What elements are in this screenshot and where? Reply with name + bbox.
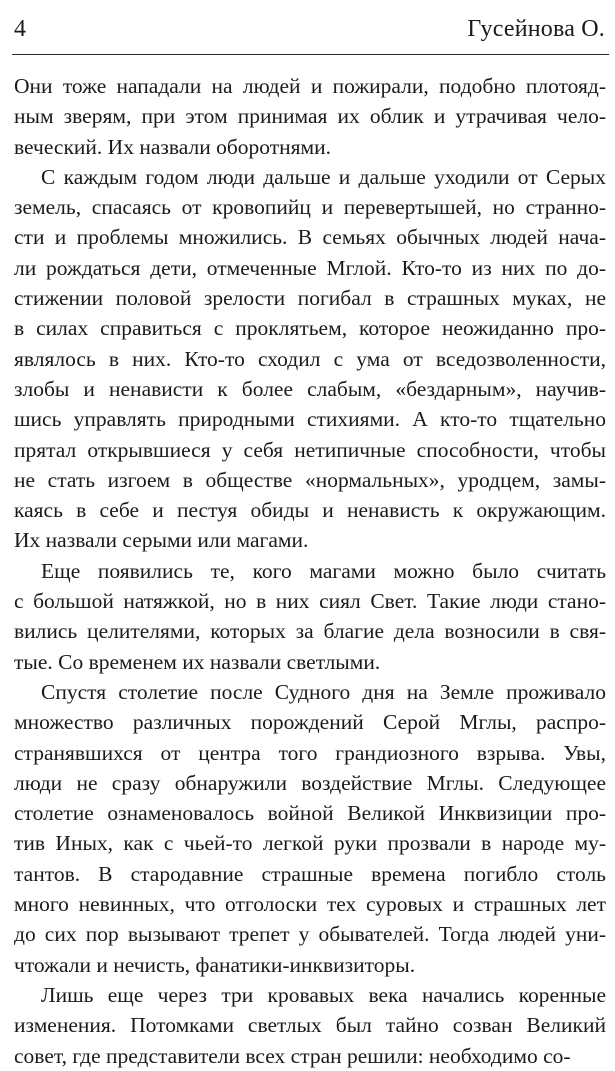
- text-line: изменения. Потомками светлых был тайно созван Великий: [14, 1013, 606, 1038]
- text-line: С каждым годом люди дальше и дальше уходили от Серых: [41, 164, 606, 189]
- header-rule: [12, 54, 609, 55]
- text-line: стижении половой зрелости погибал в страшных муках, не: [14, 286, 606, 311]
- text-line: совет, где представители всех стран решили: необходимо со-: [14, 1043, 571, 1068]
- text-line: Еще появились те, кого магами можно было считать: [41, 558, 606, 583]
- text-line: с большой натяжкой, но в них сиял Свет. Такие люди стано-: [14, 589, 606, 614]
- paragraph: [14, 677, 606, 980]
- text-line: земель, спасаясь от кровопийц и перевертышей, но странно-: [14, 195, 606, 220]
- text-line: ли рождаться дети, отмеченные Мглой. Кто-то из них по до-: [14, 255, 606, 280]
- paragraph: [14, 162, 606, 556]
- text-line: каясь в себе и пестуя обиды и ненависть к окружающим.: [14, 498, 606, 523]
- text-line: чтожали и нечисть, фанатики-инквизиторы.: [14, 952, 416, 977]
- page-number: 4: [14, 16, 26, 42]
- text-line: тые. Со временем их назвали светлыми.: [14, 649, 381, 674]
- text-line: не стать изгоем в обществе «нормальных», уродцем, замы-: [14, 467, 606, 492]
- text-line: Лишь еще через три кровавых века начались коренные: [41, 982, 606, 1007]
- text-line: шись управлять природными стихиями. А кто-то тщательно: [14, 407, 606, 432]
- text-line: множество различных порождений Серой Мглы, распро-: [14, 710, 606, 735]
- text-line: Спустя столетие после Судного дня на Земле проживало: [41, 679, 606, 704]
- running-head-author: Гусейнова О.: [467, 16, 605, 42]
- text-line: являлось в них. Кто-то сходил с ума от вседозволенности,: [14, 346, 606, 371]
- text-line: много невинных, что отголоски тех суровых и страшных лет: [14, 892, 606, 917]
- text-line: злобы и ненависти к более слабым, «бездарным», научив-: [14, 376, 606, 401]
- text-line: в силах справиться с проклятьем, которое неожиданно про-: [14, 316, 606, 341]
- text-line: тив Иных, как с чьей-то легкой руки прозвали в народе му-: [14, 831, 606, 856]
- text-line: сти и проблемы множились. В семьях обычных людей нача-: [14, 225, 606, 250]
- body-text: [14, 71, 606, 1071]
- paragraph: [14, 71, 606, 162]
- text-line: веческий. Их назвали оборотнями.: [14, 134, 332, 159]
- page-header: [14, 12, 605, 46]
- text-line: до сих пор вызывают трепет у обывателей. Тогда людей уни-: [14, 922, 606, 947]
- text-line: Они тоже нападали на людей и пожирали, подобно плотояд-: [14, 74, 606, 98]
- text-line: тантов. В стародавние страшные времена погибло столь: [14, 861, 606, 886]
- paragraph: [14, 556, 606, 677]
- text-line: прятал открывшиеся у себя нетипичные способности, чтобы: [14, 437, 606, 462]
- text-line: странявшихся от центра того грандиозного взрыва. Увы,: [14, 740, 606, 765]
- text-line: люди не сразу обнаружили воздействие Мглы. Следующее: [14, 770, 606, 795]
- text-line: Их назвали серыми или магами.: [14, 528, 309, 553]
- text-line: столетие ознаменовалось войной Великой Инквизиции про-: [14, 801, 606, 826]
- text-line: ным зверям, при этом принимая их облик и утрачивая чело-: [14, 104, 606, 129]
- text-line: вились целителями, которых за благие дела возносили в свя-: [14, 619, 606, 644]
- paragraph: [14, 980, 606, 1071]
